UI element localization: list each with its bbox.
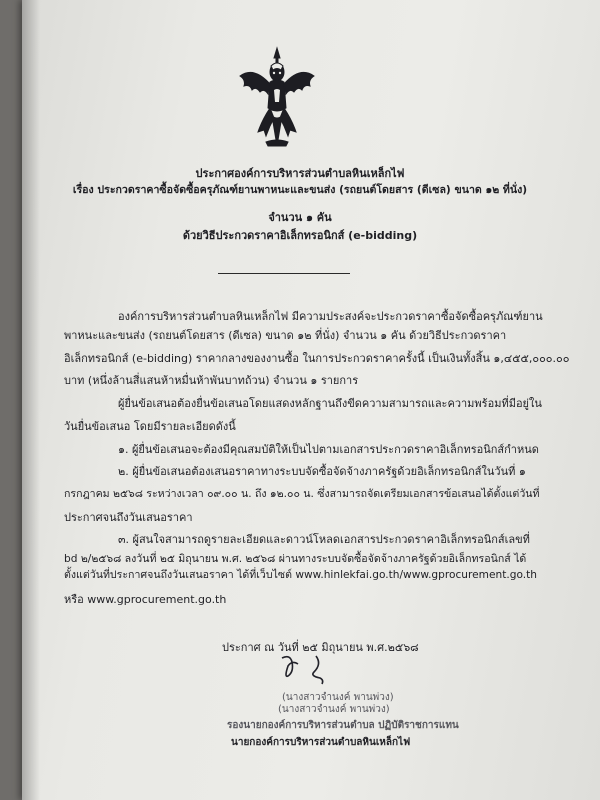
garuda-emblem-icon <box>236 46 318 150</box>
signer-name-overprint: (นางสาวจำนงค์ พานพ่วง) <box>278 704 390 715</box>
body-line: หรือ www.gprocurement.go.th <box>64 593 227 606</box>
body-line: ประกาศจนถึงวันเสนอราคา <box>64 511 193 524</box>
handwritten-signature-icon <box>276 652 336 686</box>
announcement-subject: เรื่อง ประกวดราคาซื้อจัดซื้อครุภัณฑ์ยานพาหนะและขนส่ง (รถยนต์โดยสาร (ดีเซล) ขนาด ๑๒ ที่นั่ง) <box>72 184 528 196</box>
body-line: วันยื่นข้อเสนอ โดยมีรายละเอียดดังนี้ <box>64 420 236 433</box>
list-item-1: ๑. ผู้ยื่นข้อเสนอจะต้องมีคุณสมบัติให้เป็นไปตามเอกสารประกวดราคาอิเล็กทรอนิกส์กำหนด <box>118 443 539 456</box>
signer-organization: นายกองค์การบริหารส่วนตำบลหินเหล็กไฟ <box>231 737 411 748</box>
signer-name: (นางสาวจำนงค์ พานพ่วง) <box>282 692 394 703</box>
body-line: ผู้ยื่นข้อเสนอต้องยื่นข้อเสนอโดยแสดงหลักฐานถึงขีดความสามารถและความพร้อมที่มีอยู่ใน <box>118 397 542 410</box>
header-divider <box>218 273 350 274</box>
list-item-2: ๒. ผู้ยื่นข้อเสนอต้องเสนอราคาทางระบบจัดซื้อจัดจ้างภาครัฐด้วยอิเล็กทรอนิกส์ในวันที่ ๑ <box>118 465 526 478</box>
signer-role: รองนายกองค์การบริหารส่วนตำบล ปฏิบัติราชการแทน <box>227 720 459 731</box>
body-line: องค์การบริหารส่วนตำบลหินเหล็กไฟ มีความประสงค์จะประกวดราคาซื้อจัดซื้อครุภัณฑ์ยาน <box>118 310 543 323</box>
body-line: พาหนะและขนส่ง (รถยนต์โดยสาร (ดีเซล) ขนาด ๑๒ ที่นั่ง) จำนวน ๑ คัน ด้วยวิธีประกวดราคา <box>64 329 507 342</box>
body-line: บาท (หนึ่งล้านสี่แสนห้าหมื่นห้าพันบาทถ้วน) จำนวน ๑ รายการ <box>64 374 359 387</box>
announcement-method: ด้วยวิธีประกวดราคาอิเล็กทรอนิกส์ (e-bidding) <box>182 229 418 242</box>
body-line: bd ๒/๒๕๖๘ ลงวันที่ ๒๕ มิถุนายน พ.ศ. ๒๕๖๘ ผ่านทางระบบจัดซื้อจัดจ้างภาครัฐด้วยอิเล็กทรอนิกส์ ได้ <box>64 553 527 565</box>
announcement-date: ประกาศ ณ วันที่ ๒๕ มิถุนายน พ.ศ.๒๕๖๘ <box>222 641 419 654</box>
body-line: อิเล็กทรอนิกส์ (e-bidding) ราคากลางของงานซื้อ ในการประกวดราคาครั้งนี้ เป็นเงินทั้งสิ้น ๑,๔๕๕,๐๐๐.๐๐ <box>64 352 570 365</box>
announcement-title: ประกาศองค์การบริหารส่วนตำบลหินเหล็กไฟ <box>195 167 405 180</box>
list-item-3: ๓. ผู้สนใจสามารถดูรายละเอียดและดาวน์โหลดเอกสารประกวดราคาอิเล็กทรอนิกส์เลขที่ <box>118 533 530 546</box>
body-line: ตั้งแต่วันที่ประกาศจนถึงวันเสนอราคา ได้ที่เว็บไซต์ www.hinlekfai.go.th/www.gprocurement.go.th <box>64 569 537 581</box>
announcement-quantity: จำนวน ๑ คัน <box>268 211 332 224</box>
body-line: กรกฎาคม ๒๕๖๘ ระหว่างเวลา ๐๙.๐๐ น. ถึง ๑๒.๐๐ น. ซึ่งสามารถจัดเตรียมเอกสารข้อเสนอได้ตั้งแต่วันที่ <box>64 488 540 500</box>
